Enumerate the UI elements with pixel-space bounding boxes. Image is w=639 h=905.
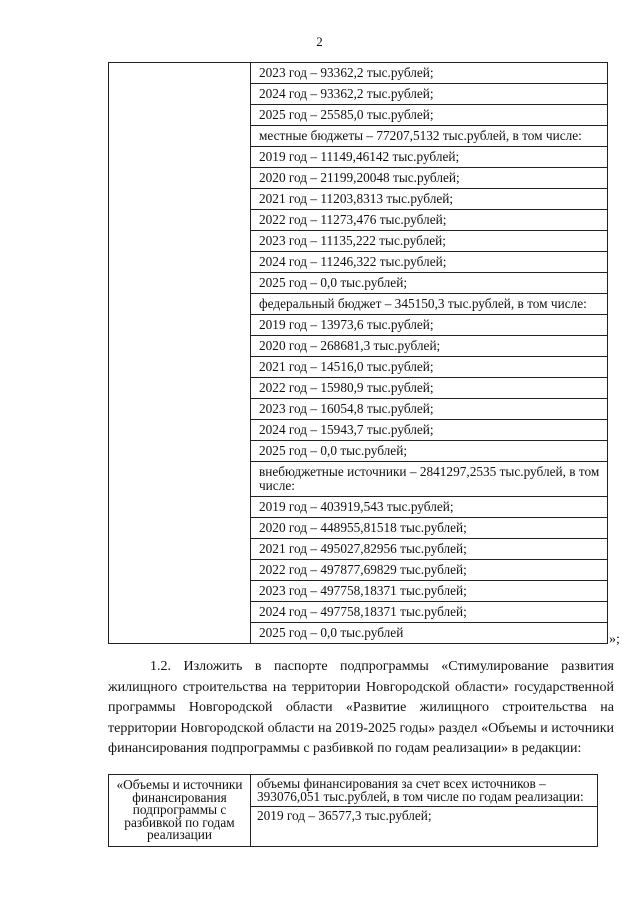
funding-line: федеральный бюджет – 345150,3 тыс.рублей, в том числе: [251,294,607,315]
funding-line: 2024 год – 11246,322 тыс.рублей; [251,252,607,273]
funding-table-empty-cell [109,63,251,644]
funding-line: 2021 год – 495027,82956 тыс.рублей; [251,539,607,560]
funding-line: 2020 год – 21199,20048 тыс.рублей; [251,168,607,189]
funding-line: 2024 год – 15943,7 тыс.рублей; [251,420,607,441]
funding-line: 2019 год – 11149,46142 тыс.рублей; [251,147,607,168]
funding-line: 2024 год – 497758,18371 тыс.рублей; [251,602,607,623]
funding-line: 2023 год – 11135,222 тыс.рублей; [251,231,607,252]
funding-lines-cell [251,63,608,644]
funding-line: 2021 год – 14516,0 тыс.рублей; [251,357,607,378]
funding-line: 2020 год – 268681,3 тыс.рублей; [251,336,607,357]
funding-line: 2025 год – 25585,0 тыс.рублей; [251,105,607,126]
subprogram-funding-lines-cell [251,775,598,847]
funding-table [108,62,608,644]
funding-line: 2023 год – 93362,2 тыс.рублей; [251,63,607,84]
funding-line: 2019 год – 403919,543 тыс.рублей; [251,497,607,518]
funding-line: объемы финансирования за счет всех источников – 393076,051 тыс.рублей, в том числе по годам реализации: [251,775,597,807]
closing-quote: »; [609,632,620,647]
funding-line: 2022 год – 497877,69829 тыс.рублей; [251,560,607,581]
funding-line: 2019 год – 13973,6 тыс.рублей; [251,315,607,336]
funding-line: местные бюджеты – 77207,5132 тыс.рублей, в том числе: [251,126,607,147]
funding-line: внебюджетные источники – 2841297,2535 тыс.рублей, в том числе: [251,462,607,497]
page-number: 2 [316,34,323,49]
funding-line: 2021 год – 11203,8313 тыс.рублей; [251,189,607,210]
subprogram-funding-table [108,774,598,847]
funding-section-title-cell: «Объемы и источники финансирования подпрограммы с разбивкой по годам реализации [109,775,251,847]
funding-line: 2022 год – 15980,9 тыс.рублей; [251,378,607,399]
funding-line: 2025 год – 0,0 тыс.рублей; [251,441,607,462]
funding-line: 2019 год – 36577,3 тыс.рублей; [257,808,432,823]
funding-line: 2024 год – 93362,2 тыс.рублей; [251,84,607,105]
funding-line: 2023 год – 16054,8 тыс.рублей; [251,399,607,420]
amendment-paragraph: 1.2. Изложить в паспорте подпрограммы «Стимулирование развития жилищного строительства на территории Новгородской области» государственной программы Новгородской области «Развитие жилищного строительства на территории Новгородской области на 2019-2025 годы» раздел «Объемы и источники финансирования подпрограммы с разбивкой по годам реализации» в редакции: [108,659,614,756]
funding-line: 2020 год – 448955,81518 тыс.рублей; [251,518,607,539]
funding-line: 2022 год – 11273,476 тыс.рублей; [251,210,607,231]
funding-line: 2025 год – 0,0 тыс.рублей [259,625,404,640]
funding-line: 2025 год – 0,0 тыс.рублей; [251,273,607,294]
funding-line: 2023 год – 497758,18371 тыс.рублей; [251,581,607,602]
